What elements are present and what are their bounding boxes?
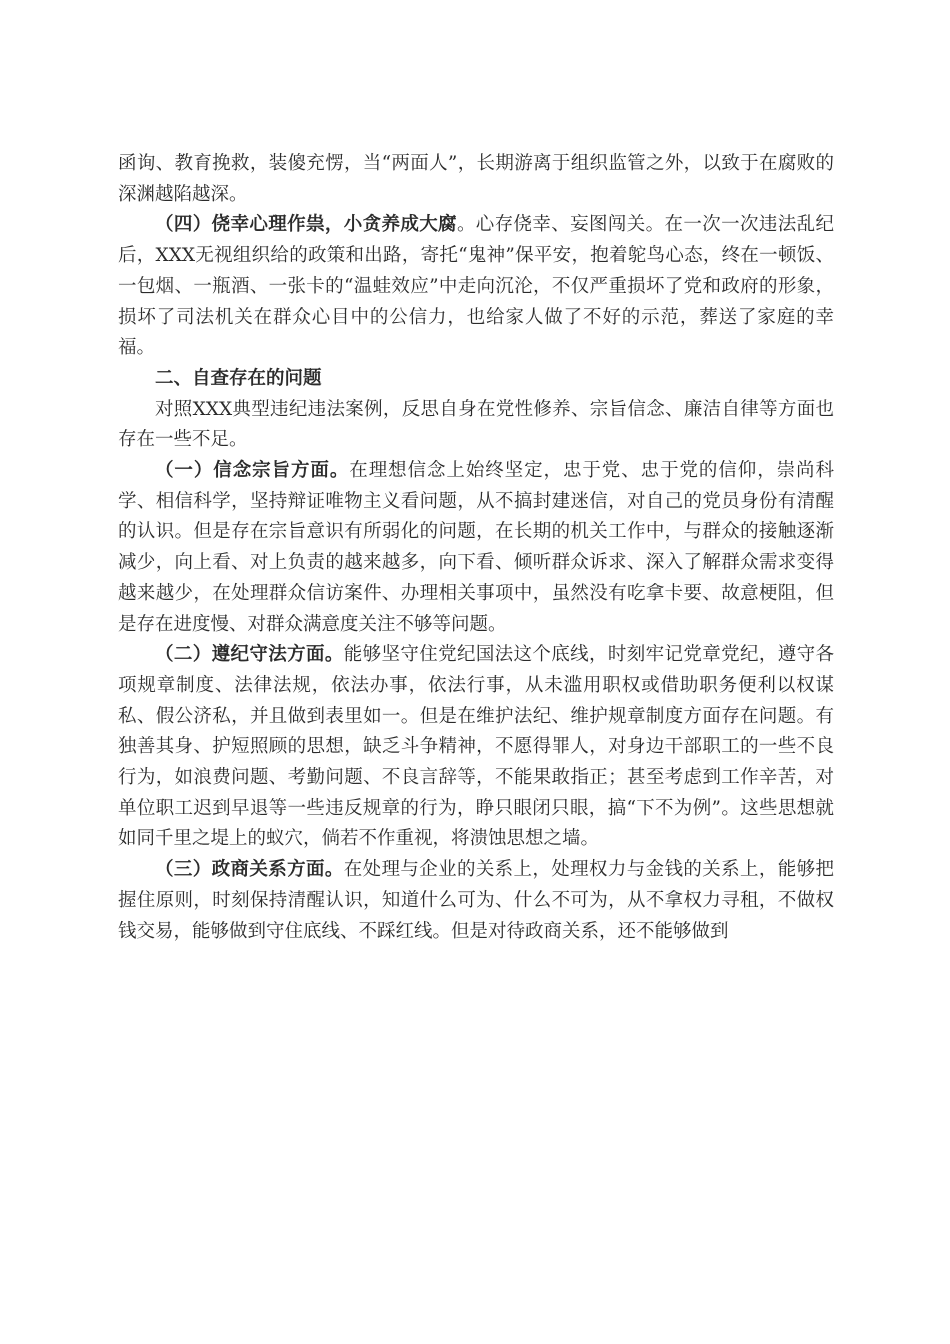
paragraph-text: 对照XXX典型违纪违法案例，反思自身在党性修养、宗旨信念、廉洁自律等方面也存在一些不足。 xyxy=(118,398,834,451)
paragraph-text: 函询、教育挽救，装傻充愣，当“两面人”，长期游离于组织监管之外，以致于在腐败的深渊越陷越深。 xyxy=(118,153,834,205)
paragraph-continuation xyxy=(118,149,834,210)
paragraph-intro xyxy=(118,395,834,456)
paragraph-section-three xyxy=(118,855,834,947)
paragraph-section-two xyxy=(118,640,834,855)
paragraph-text: 在处理与企业的关系上，处理权力与金钱的关系上，能够把握住原则，时刻保持清醒认识，知道什么可为、什么不可为，从不拿权力寻租，不做权钱交易，能够做到守住底线、不踩红线。但是对待政商关系，还不能够做到 xyxy=(118,859,834,942)
section-lead: （四）侥幸心理作祟，小贪养成大腐 xyxy=(155,214,457,236)
paragraph-text: 能够坚守住党纪国法这个底线，时刻牢记党章党纪，遵守各项规章制度、法律法规，依法办事，依法行事，从未滥用职权或借助职务便利以权谋私、假公济私，并且做到表里如一。但是在维护法纪、维护规章制度方面存在问题。有独善其身、护短照顾的思想，缺乏斗争精神，不愿得罪人，对身边干部职工的一些不良行为，如浪费问题、考勤问题、不良言辞等，不能果敢指正；甚至考虑到工作辛苦，对单位职工迟到早退等一些违反规章的行为，睁只眼闭只眼，搞“下不为例”。这些思想就如同千里之堤上的蚁穴，倘若不作重视，将溃蚀思想之墙。 xyxy=(118,644,834,850)
chapter-heading xyxy=(118,364,834,395)
document-page xyxy=(118,149,834,947)
section-lead: （三）政商关系方面。 xyxy=(155,859,344,881)
section-lead: （一）信念宗旨方面。 xyxy=(155,460,350,482)
heading-text: 二、自查存在的问题 xyxy=(155,367,322,389)
paragraph-text: 在理想信念上始终坚定，忠于党、忠于党的信仰，崇尚科学、相信科学，坚持辩证唯物主义看问题，从不搞封建迷信，对自己的党员身份有清醒的认识。但是存在宗旨意识有所弱化的问题，在长期的机关工作中，与群众的接触逐渐减少，向上看、对上负责的越来越多，向下看、倾听群众诉求、深入了解群众需求变得越来越少，在处理群众信访案件、办理相关事项中，虽然没有吃拿卡要、故意梗阻，但是存在进度慢、对群众满意度关注不够等问题。 xyxy=(118,460,834,635)
paragraph-text: 。心存侥幸、妄图闯关。在一次一次违法乱纪后，XXX无视组织给的政策和出路，寄托“鬼神”保平安，抱着鸵鸟心态，终在一顿饭、一包烟、一瓶酒、一张卡的“温蛙效应”中走向沉沦，不仅严重损坏了党和政府的形象，损坏了司法机关在群众心目中的公信力，也给家人做了不好的示范，葬送了家庭的幸福。 xyxy=(118,214,834,359)
paragraph-section-four xyxy=(118,210,834,364)
section-lead: （二）遵纪守法方面。 xyxy=(155,644,344,666)
paragraph-section-one xyxy=(118,456,834,640)
